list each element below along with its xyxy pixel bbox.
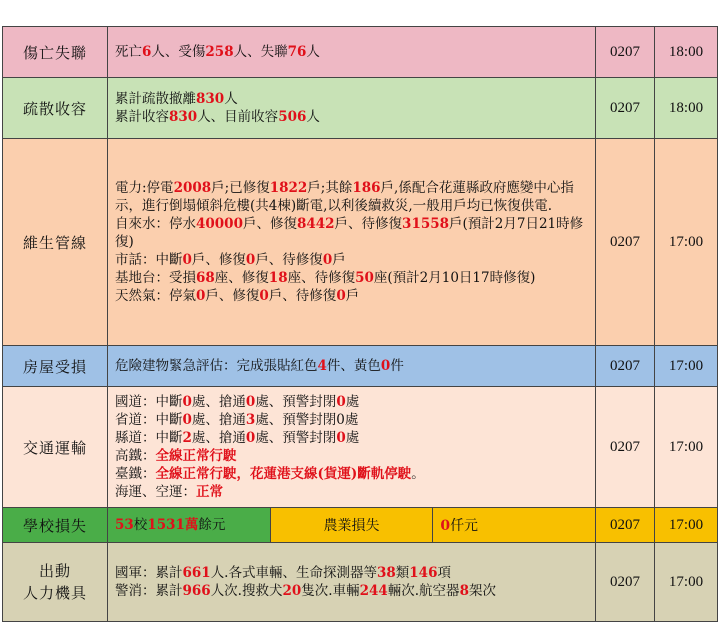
text-segment: 警消：累計: [115, 583, 183, 599]
text-segment: 處、搶通: [191, 412, 246, 428]
text-segment: 隻次.車輛: [301, 583, 360, 599]
content-line: [115, 465, 588, 483]
text-segment: 基地台：受損: [115, 270, 196, 286]
text-segment: 輛次.航空器: [387, 583, 460, 599]
text-segment: 自來水：停水: [115, 216, 196, 232]
row-evacuation: [3, 78, 718, 139]
text-segment: 國軍：累計: [115, 565, 183, 581]
text-segment: 架次: [468, 583, 496, 599]
text-segment: 戶,係配合花蓮縣政府應變中心指示，進行倒塌傾斜危樓(共4棟)斷電,以利後續救災,一般用戶均已恢復供電.: [115, 180, 574, 214]
text-segment: 戶;已修復: [211, 180, 270, 196]
row-deployment: [3, 543, 718, 622]
text-segment: 處、搶通: [191, 394, 246, 410]
date-cell: 0207: [596, 387, 655, 508]
text-segment: 人: [306, 109, 320, 125]
content-line: [115, 447, 588, 465]
highlight-value: 0: [336, 394, 346, 410]
time-cell: 17:00: [655, 508, 718, 543]
text-segment: 省道：中斷: [115, 412, 183, 428]
text-segment: 件: [390, 358, 404, 374]
category-deployment: [3, 543, 108, 622]
text-segment: 危險建物緊急評估：完成張貼紅色: [115, 358, 318, 374]
text-segment: 戶: [345, 288, 360, 304]
housing-content: [108, 346, 596, 387]
text-segment: 戶(預計2月7日21時修復): [115, 216, 584, 250]
school-loss-content: [108, 508, 271, 543]
text-segment: 國道：中斷: [115, 394, 183, 410]
highlight-value: 8: [459, 583, 469, 599]
highlight-value: 0: [182, 394, 192, 410]
text-segment: 戶、修復: [242, 216, 297, 232]
content-line: [115, 483, 588, 501]
disaster-status-table: [2, 26, 718, 622]
text-segment: 戶、修復: [205, 288, 260, 304]
time-cell: 17:00: [655, 139, 718, 346]
highlight-value: 4: [317, 358, 327, 374]
text-segment: 座(預計2月10日17時修復): [373, 270, 536, 286]
text-segment: 餘元: [198, 517, 226, 533]
text-segment: 累計收容: [115, 109, 169, 125]
content-line: [115, 411, 588, 429]
date-cell: 0207: [596, 543, 655, 622]
highlight-value: 40000: [196, 216, 243, 232]
content-line: [115, 179, 588, 215]
text-segment: 人、目前收容: [197, 109, 279, 125]
text-segment: 戶、待修復: [255, 252, 323, 268]
row-casualty: [3, 27, 718, 78]
date-cell: 0207: [596, 346, 655, 387]
highlight-value: 2: [182, 430, 192, 446]
text-segment: 件、黃色: [326, 358, 381, 374]
text-segment: 。: [411, 466, 425, 482]
highlight-value: 53: [115, 517, 134, 533]
text-segment: 人: [224, 91, 238, 107]
text-segment: 戶: [332, 252, 346, 268]
row-school-loss: [3, 508, 718, 543]
highlight-value: 966: [182, 583, 211, 599]
text-segment: 電力:停電: [115, 180, 174, 196]
text-segment: 人: [306, 44, 320, 60]
highlight-value: 0: [245, 430, 256, 446]
text-segment: 處: [345, 394, 360, 410]
highlight-value: 0: [196, 288, 206, 304]
highlight-value: 1531萬: [147, 517, 199, 533]
text-segment: 處: [345, 430, 360, 446]
text-segment: 人、失聯: [233, 44, 288, 60]
content-line: [115, 269, 588, 287]
text-segment: 死亡: [115, 44, 142, 60]
text-segment: 海運、空運：: [115, 484, 196, 500]
highlight-value: 8442: [296, 216, 335, 232]
highlight-value: 20: [282, 583, 302, 599]
text-segment: 座、修復: [214, 270, 269, 286]
row-housing: [3, 346, 718, 387]
text-segment: 戶;其餘: [307, 180, 353, 196]
text-segment: 類: [395, 565, 410, 581]
highlight-value: 38: [376, 565, 396, 581]
category-traffic: 交通運輸: [3, 387, 108, 508]
highlight-value: 0: [182, 412, 192, 428]
text-segment: 累計疏散撤離: [115, 91, 196, 107]
content-line: [115, 393, 588, 411]
highlight-value: 0: [245, 394, 256, 410]
agriculture-loss-content: [433, 508, 596, 543]
text-segment: 人.各式車輛、生命探測器等: [210, 565, 377, 581]
highlight-value: 全線正常行駛，花蓮港支線(貨運)斷軌停駛: [155, 466, 412, 482]
text-segment: 人、受傷: [151, 44, 206, 60]
highlight-value: 76: [287, 44, 307, 60]
text-segment: 校: [133, 517, 148, 533]
text-segment: 縣道：中斷: [115, 430, 183, 446]
casualty-content: [108, 27, 596, 78]
time-cell: 17:00: [655, 387, 718, 508]
highlight-value: 0: [245, 252, 256, 268]
date-cell: 0207: [596, 508, 655, 543]
text-segment: 臺鐵：: [115, 466, 156, 482]
highlight-value: 31558: [402, 216, 450, 232]
category-line: 人力機具: [22, 584, 87, 602]
highlight-value: 830: [169, 109, 198, 125]
category-utilities: 維生管線: [3, 139, 108, 346]
content-line: [115, 90, 588, 108]
text-segment: 戶、待修復: [334, 216, 403, 232]
text-segment: 人次.搜救犬: [210, 583, 283, 599]
highlight-value: 0: [182, 252, 192, 268]
content-line: [115, 287, 588, 305]
time-cell: 17:00: [655, 543, 718, 622]
highlight-value: 661: [182, 565, 211, 581]
category-line: 出動: [38, 562, 71, 580]
content-line: [115, 108, 588, 126]
text-segment: 戶、待修復: [268, 288, 337, 304]
time-cell: 18:00: [655, 27, 718, 78]
highlight-value: 506: [278, 109, 307, 125]
highlight-value: 0: [259, 288, 269, 304]
highlight-value: 244: [359, 583, 388, 599]
highlight-value: 2008: [173, 180, 212, 196]
content-line: [115, 251, 588, 269]
highlight-value: 0: [322, 252, 333, 268]
text-segment: 天然氣：停氣: [115, 288, 196, 304]
text-segment: 處、預警封閉: [255, 394, 337, 410]
text-segment: 仟元: [450, 518, 479, 534]
text-segment: 座、待修復: [287, 270, 356, 286]
highlight-value: 0: [336, 288, 346, 304]
content-line: [115, 429, 588, 447]
content-line: [115, 564, 588, 582]
highlight-value: 0: [440, 518, 451, 534]
row-utilities: [3, 139, 718, 346]
date-cell: 0207: [596, 78, 655, 139]
content-line: [115, 215, 588, 251]
date-cell: 0207: [596, 139, 655, 346]
highlight-value: 186: [352, 180, 381, 196]
highlight-value: 68: [196, 270, 215, 286]
utilities-content: [108, 139, 596, 346]
evacuation-content: [108, 78, 596, 139]
text-segment: 市話：中斷: [115, 252, 183, 268]
traffic-content: [108, 387, 596, 508]
highlight-value: 18: [268, 270, 288, 286]
time-cell: 18:00: [655, 78, 718, 139]
text-segment: 處、預警封閉0處: [255, 412, 359, 428]
highlight-value: 全線正常行駛: [155, 448, 237, 464]
highlight-value: 830: [196, 91, 225, 107]
highlight-value: 6: [142, 44, 152, 60]
highlight-value: 0: [336, 430, 346, 446]
content-line: [115, 582, 588, 600]
text-segment: 高鐵：: [115, 448, 156, 464]
deployment-content: [108, 543, 596, 622]
highlight-value: 3: [245, 412, 256, 428]
text-segment: 處、預警封閉: [255, 430, 337, 446]
category-evacuation: 疏散收容: [3, 78, 108, 139]
text-segment: 項: [437, 565, 451, 581]
date-cell: 0207: [596, 27, 655, 78]
highlight-value: 258: [205, 44, 234, 60]
time-cell: 17:00: [655, 346, 718, 387]
highlight-value: 50: [355, 270, 374, 286]
category-agriculture-loss: 農業損失: [270, 508, 433, 543]
category-school-loss: 學校損失: [3, 508, 108, 543]
highlight-value: 正常: [196, 484, 223, 500]
highlight-value: 0: [380, 358, 391, 374]
text-segment: 處、搶通: [191, 430, 246, 446]
category-casualty: 傷亡失聯: [3, 27, 108, 78]
row-traffic: [3, 387, 718, 508]
text-segment: 戶、修復: [191, 252, 246, 268]
highlight-value: 1822: [269, 180, 308, 196]
category-housing: 房屋受損: [3, 346, 108, 387]
highlight-value: 146: [409, 565, 438, 581]
